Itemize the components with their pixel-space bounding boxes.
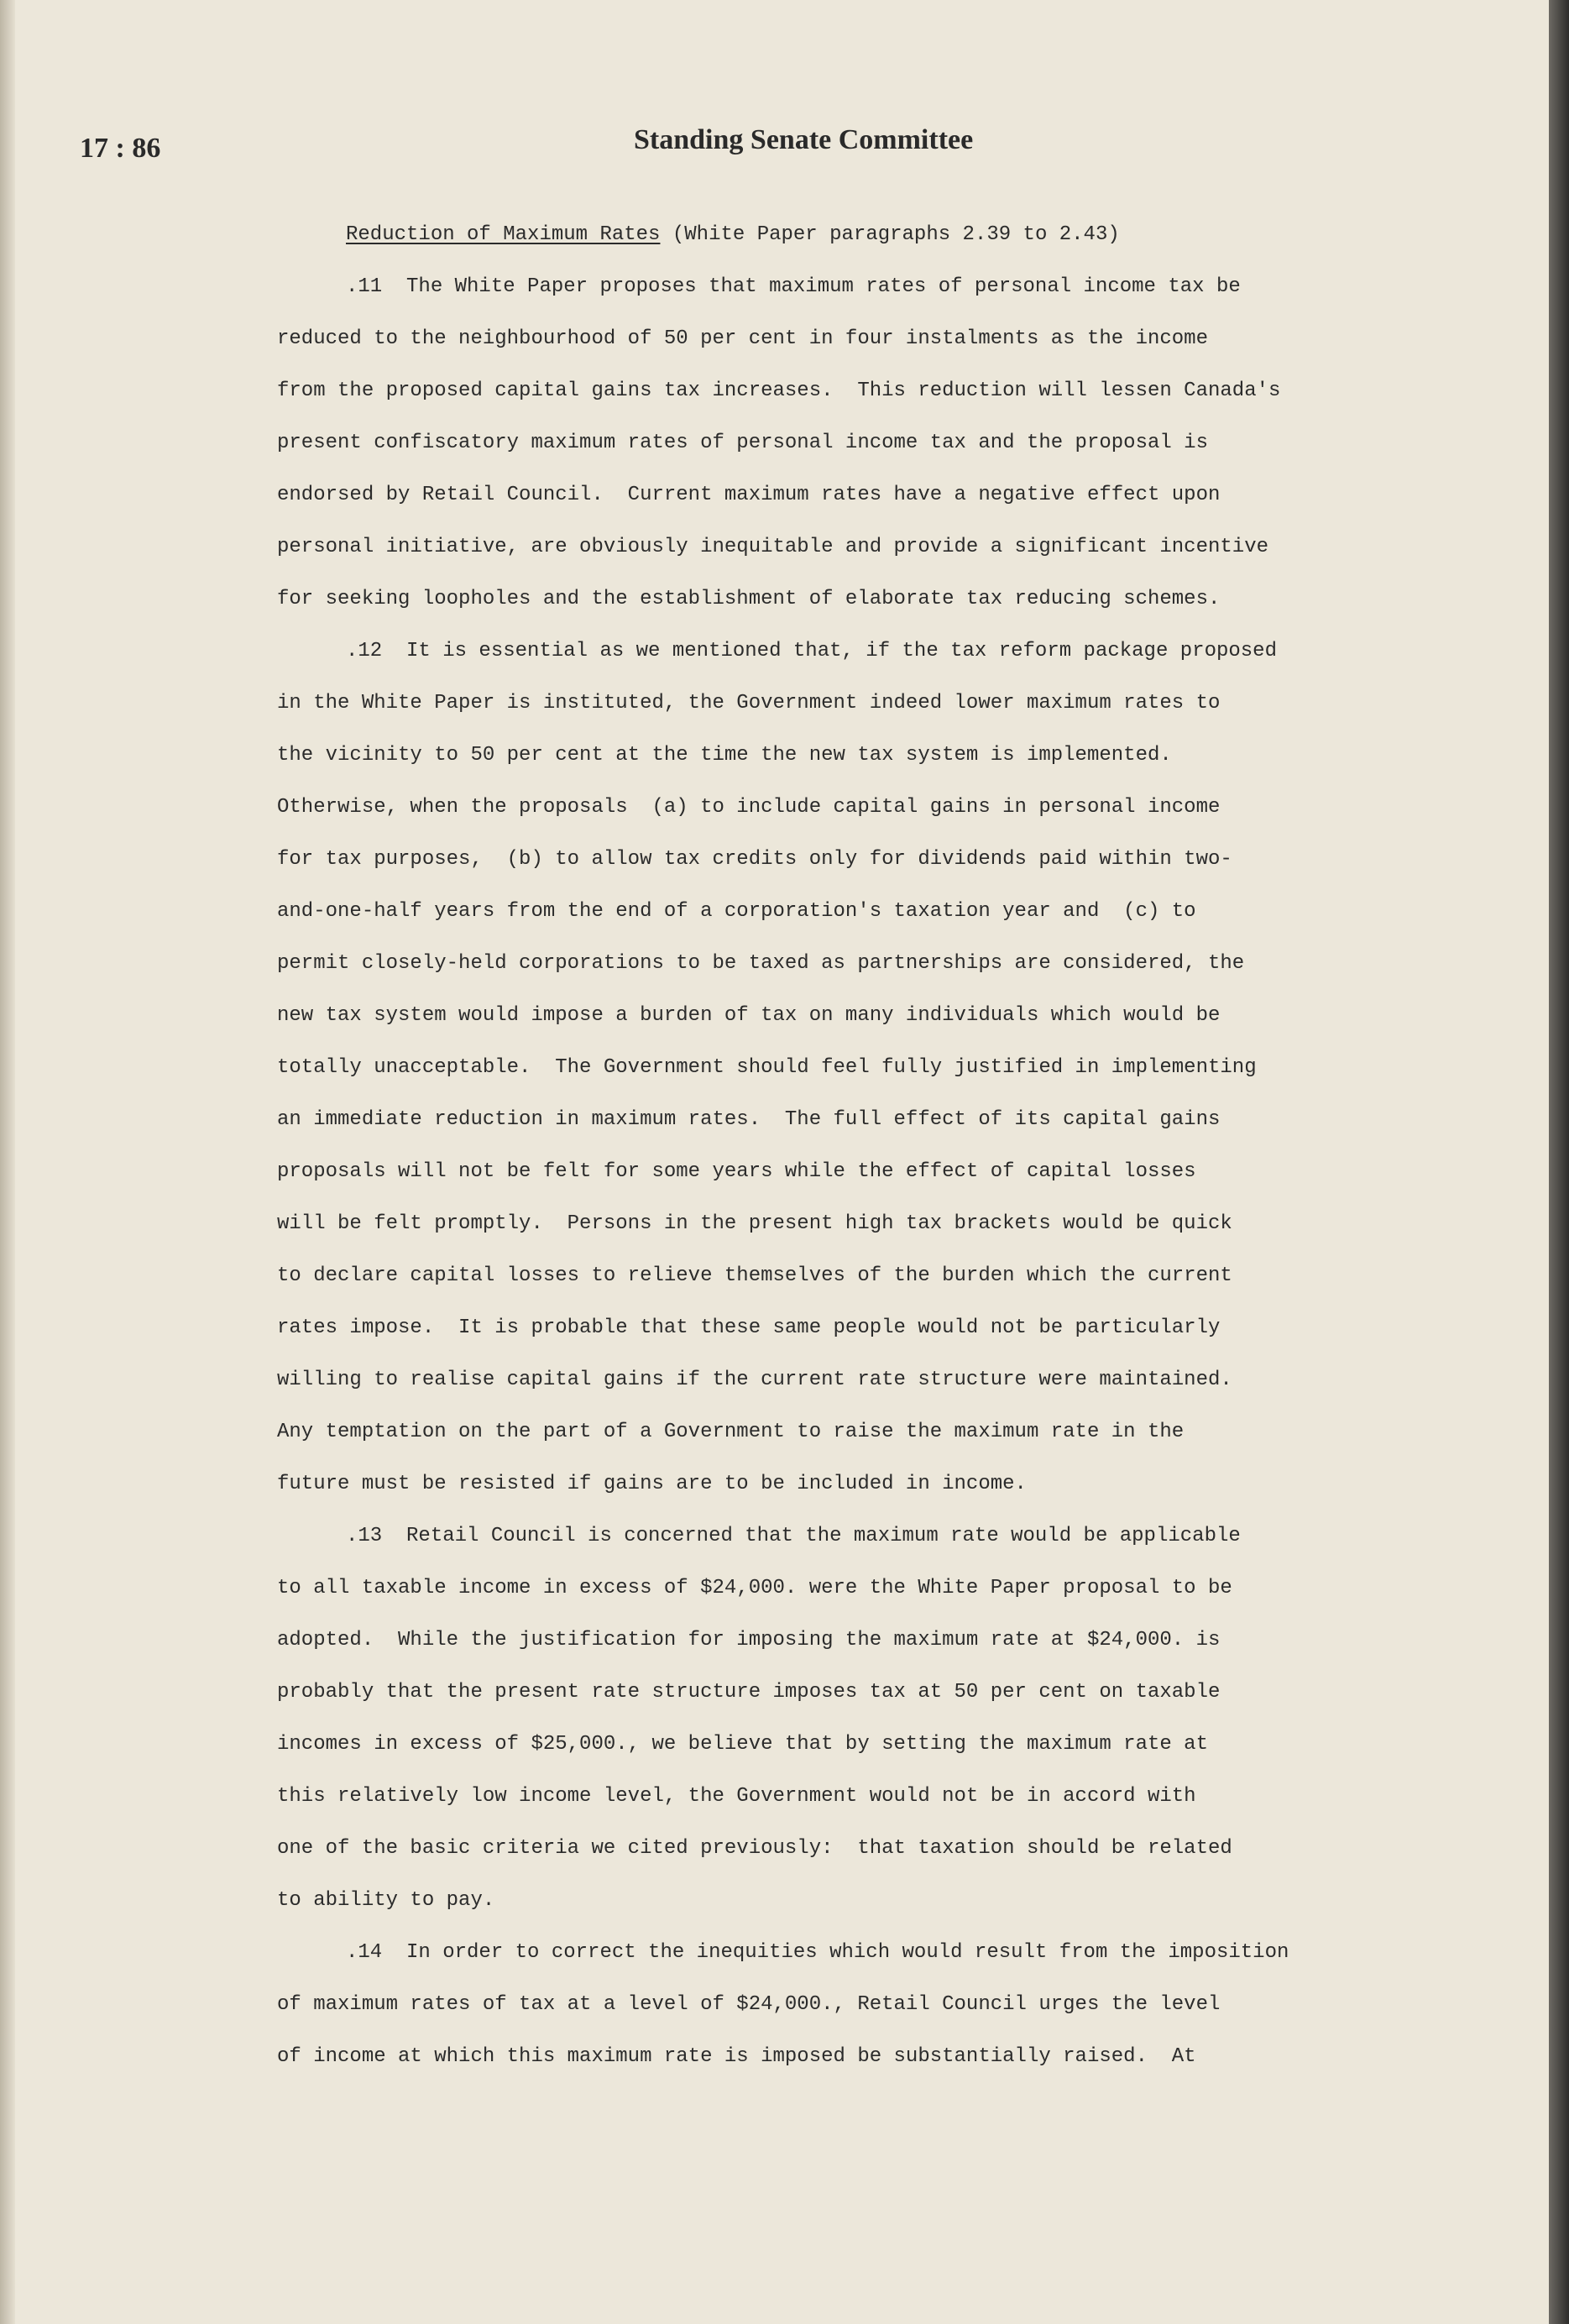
text-line: this relatively low income level, the Government would not be in accord with — [277, 1785, 1196, 1808]
text-line: rates impose. It is probable that these same people would not be particularly — [277, 1316, 1221, 1339]
text-line: permit closely-held corporations to be taxed as partnerships are considered, the — [277, 952, 1245, 975]
text-line: proposals will not be felt for some years while the effect of capital losses — [277, 1160, 1196, 1183]
text-line: totally unacceptable. The Government should feel fully justified in implementing — [277, 1056, 1257, 1079]
text-line: present confiscatory maximum rates of personal income tax and the proposal is — [277, 432, 1208, 454]
paragraph-14-line: .14 In order to correct the inequities which would result from the imposition — [346, 1941, 1289, 1964]
paragraph-12-line: .12 It is essential as we mentioned that, if the tax reform package proposed — [346, 640, 1277, 662]
body-text — [277, 220, 1402, 2094]
section-heading-underlined: Reduction of Maximum Rates — [346, 223, 661, 246]
text-line: of maximum rates of tax at a level of $24,000., Retail Council urges the level — [277, 1993, 1221, 2016]
text-line: reduced to the neighbourhood of 50 per cent in four instalments as the income — [277, 327, 1208, 350]
text-line: from the proposed capital gains tax increases. This reduction will lessen Canada's — [277, 379, 1281, 402]
page-number: 17 : 86 — [80, 133, 161, 164]
text-line: new tax system would impose a burden of tax on many individuals which would be — [277, 1004, 1221, 1027]
text-line: probably that the present rate structure imposes tax at 50 per cent on taxable — [277, 1681, 1221, 1704]
text-line: for seeking loopholes and the establishment of elaborate tax reducing schemes. — [277, 588, 1221, 610]
text-line: one of the basic criteria we cited previously: that taxation should be related — [277, 1837, 1232, 1860]
running-head: Standing Senate Committee — [634, 124, 974, 155]
binding-shadow — [0, 0, 15, 2324]
page-header — [0, 124, 1549, 175]
text-line: personal initiative, are obviously inequitable and provide a significant incentive — [277, 536, 1268, 558]
text-line: an immediate reduction in maximum rates. The full effect of its capital gains — [277, 1108, 1221, 1131]
text-line: for tax purposes, (b) to allow tax credits only for dividends paid within two- — [277, 848, 1232, 871]
text-line: willing to realise capital gains if the current rate structure were maintained. — [277, 1369, 1232, 1391]
text-line: to declare capital losses to relieve themselves of the burden which the current — [277, 1264, 1232, 1287]
text-line: in the White Paper is instituted, the Government indeed lower maximum rates to — [277, 692, 1221, 714]
text-line: the vicinity to 50 per cent at the time the new tax system is implemented. — [277, 744, 1172, 767]
section-heading-rest: (White Paper paragraphs 2.39 to 2.43) — [672, 223, 1120, 246]
text-line: and-one-half years from the end of a corporation's taxation year and (c) to — [277, 900, 1196, 923]
text-line: will be felt promptly. Persons in the present high tax brackets would be quick — [277, 1212, 1232, 1235]
paragraph-13-line: .13 Retail Council is concerned that the maximum rate would be applicable — [346, 1525, 1241, 1547]
text-line: Otherwise, when the proposals (a) to include capital gains in personal income — [277, 796, 1221, 819]
text-line: of income at which this maximum rate is imposed be substantially raised. At — [277, 2045, 1196, 2068]
section-heading — [277, 220, 1402, 272]
text-line: incomes in excess of $25,000., we believe that by setting the maximum rate at — [277, 1733, 1208, 1756]
text-line: to ability to pay. — [277, 1889, 495, 1912]
text-line: endorsed by Retail Council. Current maximum rates have a negative effect upon — [277, 484, 1221, 506]
text-line: adopted. While the justification for imposing the maximum rate at $24,000. is — [277, 1629, 1221, 1651]
text-line: Any temptation on the part of a Government to raise the maximum rate in the — [277, 1421, 1185, 1443]
text-line: to all taxable income in excess of $24,000. were the White Paper proposal to be — [277, 1577, 1232, 1599]
page-edge-shadow — [1549, 0, 1569, 2324]
paragraph-11-line: .11 The White Paper proposes that maximum rates of personal income tax be — [346, 275, 1241, 298]
text-line: future must be resisted if gains are to be included in income. — [277, 1473, 1027, 1495]
